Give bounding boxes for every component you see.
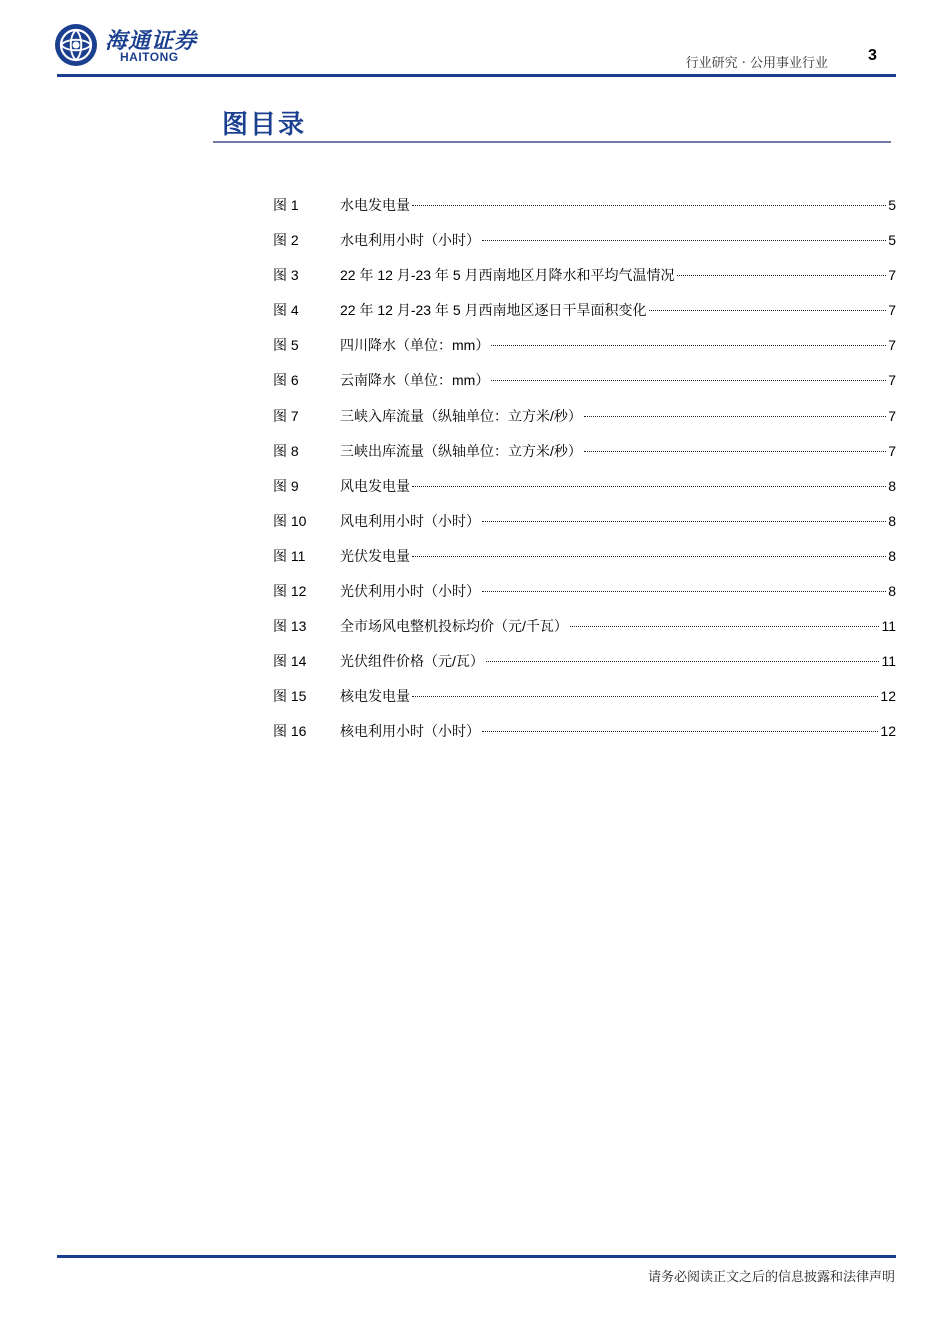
toc-entry-page[interactable]: 8: [888, 477, 896, 494]
toc-entry-text[interactable]: 光伏利用小时（小时）: [340, 583, 480, 600]
toc-entry[interactable]: [273, 404, 896, 439]
toc-entry[interactable]: [273, 263, 896, 298]
toc-entry-label: 图 3: [273, 267, 299, 284]
toc-entry-label: 图 12: [273, 583, 307, 600]
toc-entry-label: 图 11: [273, 547, 306, 564]
footer-divider: [57, 1255, 896, 1258]
page-number: 3: [868, 47, 877, 64]
toc-entry-text[interactable]: 风电利用小时（小时）: [340, 512, 480, 529]
leader-dots: [649, 310, 887, 311]
figure-list: [273, 193, 896, 755]
toc-entry[interactable]: [273, 544, 896, 579]
toc-entry[interactable]: [273, 684, 896, 719]
report-category: 行业研究 · 公用事业行业: [685, 56, 828, 71]
toc-entry-page[interactable]: 8: [888, 547, 896, 564]
haitong-logo: [53, 22, 223, 68]
toc-entry-text[interactable]: 风电发电量: [340, 477, 410, 494]
toc-entry-label: 图 7: [273, 407, 299, 424]
leader-dots: [412, 696, 878, 697]
toc-entry-text[interactable]: 全市场风电整机投标均价（元/千瓦）: [340, 618, 568, 635]
toc-entry-text[interactable]: 核电利用小时（小时）: [340, 723, 480, 740]
toc-entry-text[interactable]: 光伏组件价格（元/瓦）: [340, 653, 484, 670]
toc-entry-page[interactable]: 7: [888, 372, 896, 389]
toc-entry[interactable]: [273, 474, 896, 509]
toc-entry[interactable]: [273, 509, 896, 544]
toc-entry-label: 图 9: [273, 477, 299, 494]
toc-entry[interactable]: [273, 614, 896, 649]
toc-entry-page[interactable]: 7: [888, 302, 896, 319]
leader-dots: [482, 521, 886, 522]
toc-entry-label: 图 14: [273, 653, 307, 670]
title-divider: [213, 141, 891, 143]
toc-entry-text[interactable]: 三峡入库流量（纵轴单位：立方米/秒）: [340, 407, 582, 424]
toc-entry-label: 图 6: [273, 372, 299, 389]
logo-chinese-text: 海通证券: [105, 28, 198, 54]
header-divider: [57, 74, 896, 77]
toc-entry-page[interactable]: 12: [880, 688, 896, 705]
toc-entry-text[interactable]: 水电利用小时（小时）: [340, 232, 480, 249]
logo-english-text: HAITONG: [120, 50, 179, 64]
leader-dots: [491, 345, 886, 346]
toc-entry-page[interactable]: 7: [888, 442, 896, 459]
toc-entry[interactable]: [273, 579, 896, 614]
toc-entry-page[interactable]: 11: [881, 618, 896, 635]
toc-entry-page[interactable]: 7: [888, 337, 896, 354]
toc-entry-label: 图 13: [273, 618, 307, 635]
leader-dots: [677, 275, 887, 276]
toc-entry-page[interactable]: 5: [888, 232, 896, 249]
leader-dots: [482, 731, 878, 732]
leader-dots: [412, 486, 886, 487]
leader-dots: [482, 240, 886, 241]
toc-entry[interactable]: [273, 439, 896, 474]
leader-dots: [486, 661, 880, 662]
toc-entry-page[interactable]: 5: [888, 197, 896, 213]
toc-entry-label: 图 1: [273, 197, 299, 213]
page-title: 图目录: [222, 110, 307, 140]
toc-entry[interactable]: [273, 228, 896, 263]
toc-entry-text[interactable]: 水电发电量: [340, 197, 410, 213]
toc-entry-page[interactable]: 7: [888, 407, 896, 424]
toc-entry-text[interactable]: 核电发电量: [340, 688, 410, 705]
toc-entry-page[interactable]: 11: [881, 653, 896, 670]
toc-entry-label: 图 5: [273, 337, 299, 354]
toc-entry-text[interactable]: 四川降水（单位：mm）: [340, 337, 490, 354]
toc-entry-text[interactable]: 三峡出库流量（纵轴单位：立方米/秒）: [340, 442, 582, 459]
haitong-emblem-icon: [53, 22, 99, 68]
toc-entry-label: 图 4: [273, 302, 299, 319]
toc-entry[interactable]: [273, 368, 896, 403]
toc-entry-label: 图 8: [273, 442, 299, 459]
leader-dots: [584, 451, 886, 452]
toc-entry-text[interactable]: 云南降水（单位：mm）: [340, 372, 490, 389]
leader-dots: [412, 556, 886, 557]
toc-entry-text[interactable]: 光伏发电量: [340, 547, 410, 564]
toc-entry-label: 图 15: [273, 688, 307, 705]
toc-entry-label: 图 2: [273, 232, 299, 249]
toc-entry-page[interactable]: 8: [888, 512, 896, 529]
leader-dots: [482, 591, 886, 592]
toc-entry[interactable]: [273, 649, 896, 684]
toc-entry[interactable]: [273, 298, 896, 333]
toc-entry[interactable]: [273, 193, 896, 228]
toc-entry-label: 图 10: [273, 512, 307, 529]
leader-dots: [412, 205, 886, 206]
leader-dots: [491, 380, 886, 381]
leader-dots: [584, 416, 886, 417]
leader-dots: [570, 626, 880, 627]
toc-entry-page[interactable]: 8: [888, 583, 896, 600]
toc-entry-label: 图 16: [273, 723, 307, 740]
toc-entry-page[interactable]: 12: [880, 723, 896, 740]
toc-entry[interactable]: [273, 333, 896, 368]
footer-disclaimer: 请务必阅读正文之后的信息披露和法律声明: [647, 1270, 895, 1285]
toc-entry-text[interactable]: 22 年 12 月-23 年 5 月西南地区逐日干旱面积变化: [340, 302, 647, 319]
toc-entry-text[interactable]: 22 年 12 月-23 年 5 月西南地区月降水和平均气温情况: [340, 267, 675, 284]
toc-entry-page[interactable]: 7: [888, 267, 896, 284]
toc-entry[interactable]: [273, 719, 896, 754]
